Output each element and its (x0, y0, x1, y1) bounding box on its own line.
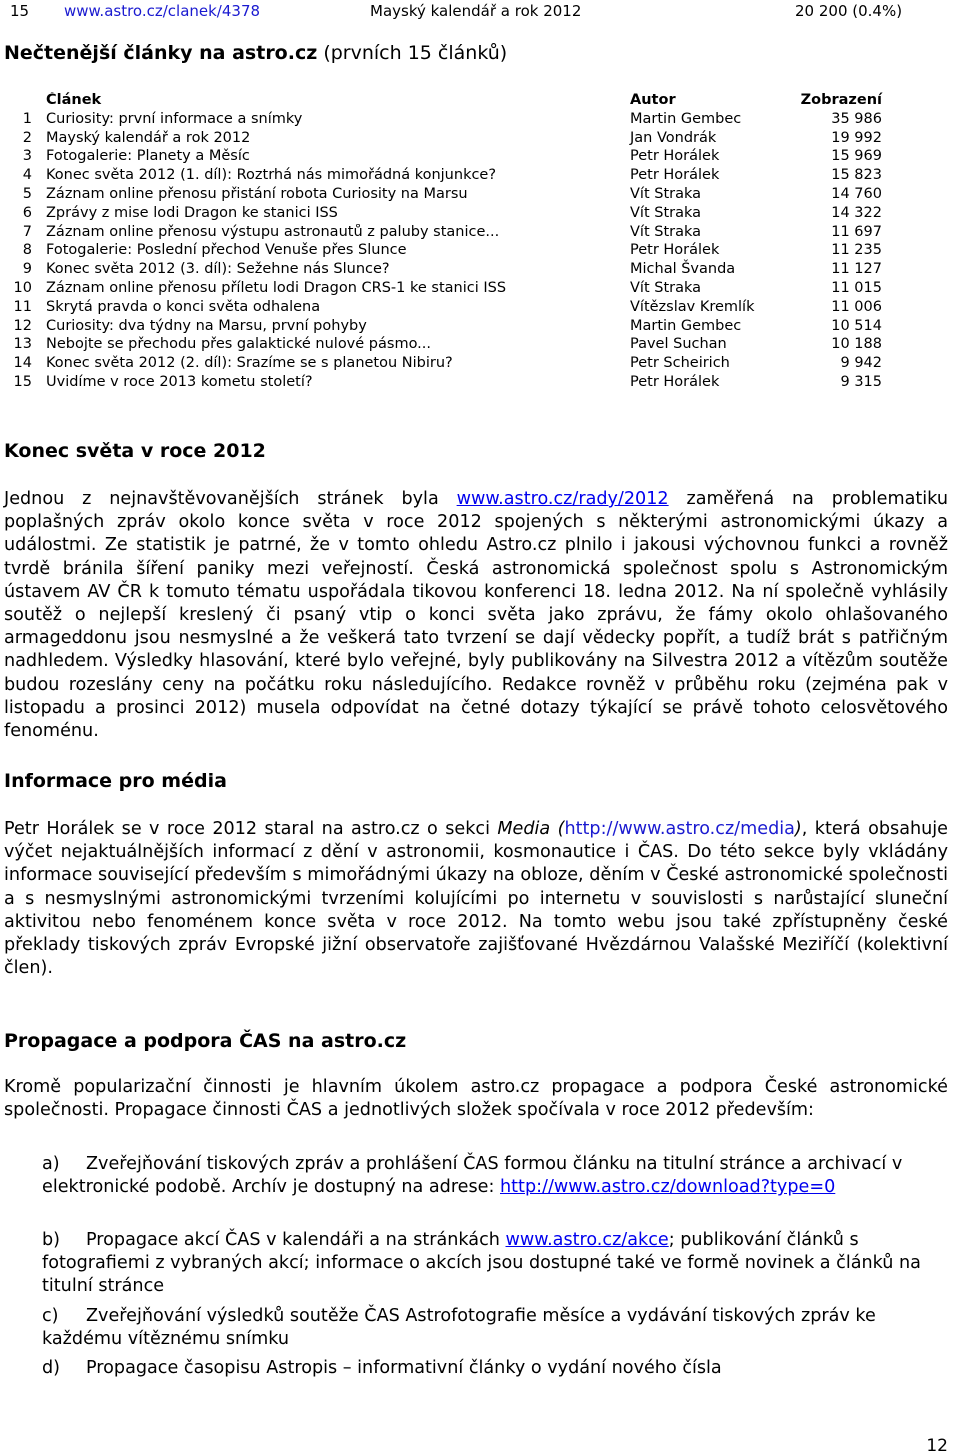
article-author: Martin Gembec (630, 317, 742, 334)
table-row (0, 336, 900, 355)
article-author: Vít Straka (630, 279, 702, 296)
article-author: Petr Scheirich (630, 355, 730, 372)
media-text-2: , která obsahuje výčet nejaktuálnějších informací z dění v astronomii, kosmonautice i ČAS. Do této sekce byly vkládány informace související především s mimořádnými úkazy na obloze, děním v České astronomické společnosti a s nesmyslnými astronomickými tvrzeními kolujícími po internetu v souvislosti s narůstající sluneční aktivitou nebo fenoménem konce světa v roce 2012. Na tomto webu jsou také zpřístupněny české překlady tiskových zpráv Evropské jižní observatoře zajišťované Hvězdárnou Valašské Meziříčí (kolektivní člen). (4, 819, 948, 979)
article-title: Curiosity: dva týdny na Marsu, první pohyby (46, 317, 367, 334)
article-views: 11 235 (831, 242, 882, 259)
table-row (0, 205, 900, 224)
article-views: 19 992 (831, 129, 882, 146)
article-title: Fotogalerie: Poslední přechod Venuše přes Slunce (46, 242, 407, 259)
item-text: Propagace akcí ČAS v kalendáři a na stránkách (86, 1230, 506, 1250)
media-text-1: Petr Horálek se v roce 2012 staral na astro.cz o sekci (4, 819, 498, 839)
row-url-link[interactable]: www.astro.cz/clanek/4378 (64, 2, 261, 20)
article-views: 35 986 (831, 110, 882, 127)
article-views: 15 823 (831, 167, 882, 184)
page-number: 12 (926, 1436, 948, 1456)
row-number: 15 (13, 373, 32, 390)
rady-2012-link[interactable]: www.astro.cz/rady/2012 (456, 489, 669, 509)
article-author: Petr Horálek (630, 148, 720, 165)
table-row (0, 355, 900, 374)
most-read-heading-rest: (prvních 15 článků) (317, 42, 508, 64)
article-views: 14 322 (831, 204, 882, 221)
article-author: Vít Straka (630, 223, 702, 240)
article-author: Vítězslav Kremlík (630, 298, 755, 315)
end-world-text-1: Jednou z nejnavštěvovanějších stránek byla (4, 489, 457, 509)
article-title: Uvidíme v roce 2013 kometu století? (46, 373, 313, 390)
most-read-heading-bold: Nečtenější články na astro.cz (4, 42, 318, 64)
article-title: Mayský kalendář a rok 2012 (46, 129, 251, 146)
table-header (0, 92, 900, 111)
table-row (0, 148, 900, 167)
promo-intro: Kromě popularizační činnosti je hlavním úkolem astro.cz propagace a podpora České astronomické společnosti. Propagace činnosti ČAS a jednotlivých složek spočívala v roce 2012 především: (4, 1077, 948, 1121)
promo-item-d (42, 1357, 948, 1380)
item-label: d) (42, 1358, 61, 1378)
item-text: Propagace časopisu Astropis – informativní články o vydání nového čísla (86, 1358, 722, 1378)
row-number: 13 (13, 336, 32, 353)
media-italic-close: ) (794, 819, 802, 839)
end-world-heading: Konec světa v roce 2012 (4, 440, 266, 462)
item-label: a) (42, 1154, 60, 1174)
article-title: Skrytá pravda o konci světa odhalena (46, 298, 321, 315)
article-views: 9 942 (840, 355, 882, 372)
article-title: Curiosity: první informace a snímky (46, 110, 303, 127)
table-row (0, 186, 900, 205)
article-views: 10 514 (831, 317, 882, 334)
article-author: Pavel Suchan (630, 336, 727, 353)
article-title: Záznam online přenosu výstupu astronautů z paluby stanice... (46, 223, 500, 240)
row-number: 2 (22, 129, 32, 146)
article-title: Konec světa 2012 (1. díl): Roztrhá nás mimořádná konjunkce? (46, 167, 497, 184)
article-author: Vít Straka (630, 204, 702, 221)
row-number: 11 (13, 298, 32, 315)
article-title: Záznam online přenosu přistání robota Curiosity na Marsu (46, 185, 468, 202)
table-row (0, 224, 900, 243)
media-italic-open: Media ( (497, 819, 565, 839)
article-author: Michal Švanda (630, 261, 736, 278)
table-row (0, 130, 900, 149)
akce-link[interactable]: www.astro.cz/akce (505, 1230, 669, 1250)
article-title: Konec světa 2012 (3. díl): Sežehne nás Slunce? (46, 261, 390, 278)
article-author: Jan Vondrák (630, 129, 717, 146)
article-views: 11 015 (831, 279, 882, 296)
article-title: Zprávy z mise lodi Dragon ke stanici ISS (46, 204, 338, 221)
row-number: 10 (13, 279, 32, 296)
article-author: Vít Straka (630, 185, 702, 202)
table-row (0, 242, 900, 261)
row-number: 5 (22, 185, 32, 202)
most-read-table (0, 92, 900, 393)
row-number: 14 (13, 355, 32, 372)
previous-table-row (0, 2, 960, 24)
article-author: Petr Horálek (630, 242, 720, 259)
table-row (0, 299, 900, 318)
item-text-after: ; publikování článků s fotografiemi z vybraných akcí; informace o akcích jsou dostupné také ve formě novinek a článků na titulní stránce (42, 1230, 921, 1297)
media-heading: Informace pro média (4, 770, 227, 792)
article-views: 10 188 (831, 336, 882, 353)
col-title-header: Článek (46, 92, 102, 108)
row-number: 12 (13, 317, 32, 334)
download-link[interactable]: http://www.astro.cz/download?type=0 (500, 1177, 836, 1198)
row-number: 9 (22, 261, 32, 278)
article-views: 14 760 (831, 185, 882, 202)
table-row (0, 167, 900, 186)
item-text: Zveřejňování výsledků soutěže ČAS Astrofotografie měsíce a vydávání tiskových zpráv ke každému vítěznému snímku (42, 1306, 876, 1350)
table-row (0, 318, 900, 337)
row-number: 8 (22, 242, 32, 259)
article-author: Petr Horálek (630, 167, 720, 184)
article-views: 11 127 (831, 261, 882, 278)
article-title: Nebojte se přechodu přes galaktické nulové pásmo... (46, 336, 432, 353)
table-row (0, 261, 900, 280)
article-views: 9 315 (840, 373, 882, 390)
row-number: 1 (22, 110, 32, 127)
most-read-heading (4, 42, 507, 64)
article-views: 15 969 (831, 148, 882, 165)
table-row (0, 374, 900, 393)
promo-item-c (42, 1305, 948, 1351)
article-views: 11 697 (831, 223, 882, 240)
row-number: 7 (22, 223, 32, 240)
col-views-header: Zobrazení (800, 92, 882, 108)
end-world-paragraph (4, 488, 948, 743)
table-row (0, 111, 900, 130)
row-title: Mayský kalendář a rok 2012 (370, 2, 582, 20)
article-author: Petr Horálek (630, 373, 720, 390)
row-number: 15 (10, 2, 30, 20)
col-author-header: Autor (630, 92, 676, 108)
row-views: 20 200 (0.4%) (795, 2, 903, 20)
item-text: Zveřejňování tiskových zpráv a prohlášení ČAS formou článku na titulní stránce a archivací v elektronické podobě. Archív je dostupný na adrese: (42, 1154, 903, 1198)
table-row (0, 280, 900, 299)
article-author: Martin Gembec (630, 110, 742, 127)
media-paragraph (4, 818, 948, 980)
promo-heading: Propagace a podpora ČAS na astro.cz (4, 1030, 407, 1052)
row-number: 3 (22, 148, 32, 165)
article-title: Konec světa 2012 (2. díl): Srazíme se s planetou Nibiru? (46, 355, 453, 372)
item-label: b) (42, 1230, 61, 1250)
promo-item-a (42, 1153, 948, 1199)
article-views: 11 006 (831, 298, 882, 315)
row-number: 4 (22, 167, 32, 184)
end-world-text-2: zaměřená na problematiku poplašných zpráv okolo konce světa v roce 2012 spojených s některými astronomickými úkazy a událostmi. Ze statistik je patrné, že v tomto ohledu Astro.cz plnilo i jakousi výchovnou funkci a rovněž tvrdě bránila šíření paniky mezi veřejností. Česká astronomická společnost spolu s Astronomickým ústavem AV ČR k tomuto tématu uspořádala tikovou konferenci 18. ledna 2012. Na ní společně vyhlásily soutěž o nejlepší kreslený či psaný vtip o konci světa jako zprávu, že fámy okolo ohlašovaného armageddonu jsou nesmyslné a že veškerá tato tvrzení se dají vědecky popřít, a tudíž brát s patřičným nadhledem. Výsledky hlasování, které bylo veřejné, byly publikovány na Silvestra 2012 a vítězům soutěže budou rozeslány ceny na počátku roku následujícího. Redakce rovněž v průběhu roku (zejména pak v listopadu a prosinci 2012) musela odpovídat na četné dotazy týkající se právě tohoto celosvětového fenoménu. (4, 489, 948, 742)
row-number: 6 (22, 204, 32, 221)
media-link[interactable]: http://www.astro.cz/media (564, 819, 795, 839)
promo-item-b (42, 1229, 948, 1299)
item-label: c) (42, 1306, 59, 1326)
article-title: Fotogalerie: Planety a Měsíc (46, 148, 250, 165)
article-title: Záznam online přenosu příletu lodi Dragon CRS-1 ke stanici ISS (46, 279, 507, 296)
